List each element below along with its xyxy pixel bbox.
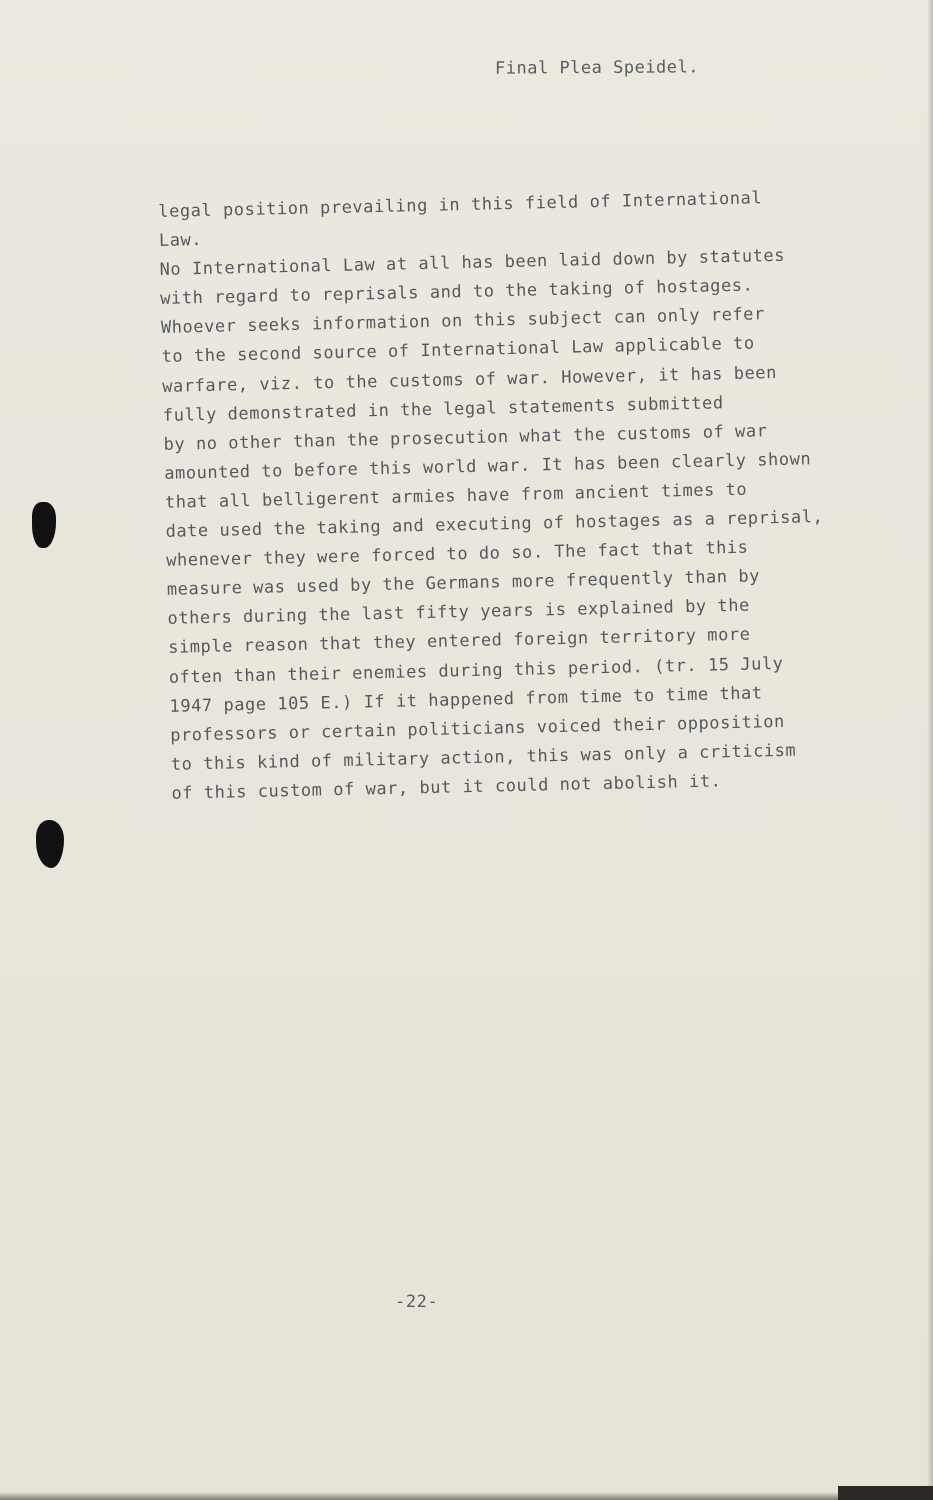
body-line: simple reason that they entered foreign territory more xyxy=(167,625,751,659)
body-line: professors or certain politicians voiced their opposition xyxy=(169,711,786,746)
body-line: 1947 page 105 E.) If it happened from time to time that xyxy=(169,683,763,717)
body-line: of this custom of war, but it could not abolish it. xyxy=(171,771,722,804)
body-line: others during the last fifty years is explained by the xyxy=(167,595,751,630)
body-line: legal position prevailing in this field of International xyxy=(158,188,763,222)
page-edge-shadow xyxy=(927,0,933,1500)
page-edge-shadow xyxy=(0,1492,933,1500)
body-line: No International Law at all has been laid down by statutes xyxy=(159,245,786,281)
punch-hole-mark xyxy=(32,502,56,548)
body-line: Whoever seeks information on this subject can only refer xyxy=(160,304,765,339)
body-line: warfare, viz. to the customs of war. However, it has been xyxy=(162,362,778,397)
body-line: amounted to before this world war. It has been clearly shown xyxy=(164,449,812,484)
document-body xyxy=(158,182,892,809)
body-line: whenever they were forced to do so. The fact that this xyxy=(166,537,749,572)
document-header: Final Plea Speidel. xyxy=(494,57,700,79)
body-line: Law. xyxy=(158,230,203,252)
body-line: that all belligerent armies have from ancient times to xyxy=(164,479,748,513)
punch-hole-mark xyxy=(36,820,64,868)
body-line: with regard to reprisals and to the taking of hostages. xyxy=(160,275,754,310)
body-line: measure was used by the Germans more frequently than by xyxy=(166,566,761,601)
body-line: fully demonstrated in the legal statements submitted xyxy=(162,392,724,426)
scan-corner-shadow xyxy=(838,1486,933,1500)
body-line: by no other than the prosecution what the customs of war xyxy=(163,420,768,455)
page-number: -22- xyxy=(395,1292,439,1312)
body-line: date used the taking and executing of hostages as a reprisal, xyxy=(165,507,824,542)
body-line: to the second source of International Law applicable to xyxy=(161,333,755,368)
body-line: to this kind of military action, this was only a criticism xyxy=(170,740,797,775)
body-line: often than their enemies during this period. (tr. 15 July xyxy=(168,653,784,688)
